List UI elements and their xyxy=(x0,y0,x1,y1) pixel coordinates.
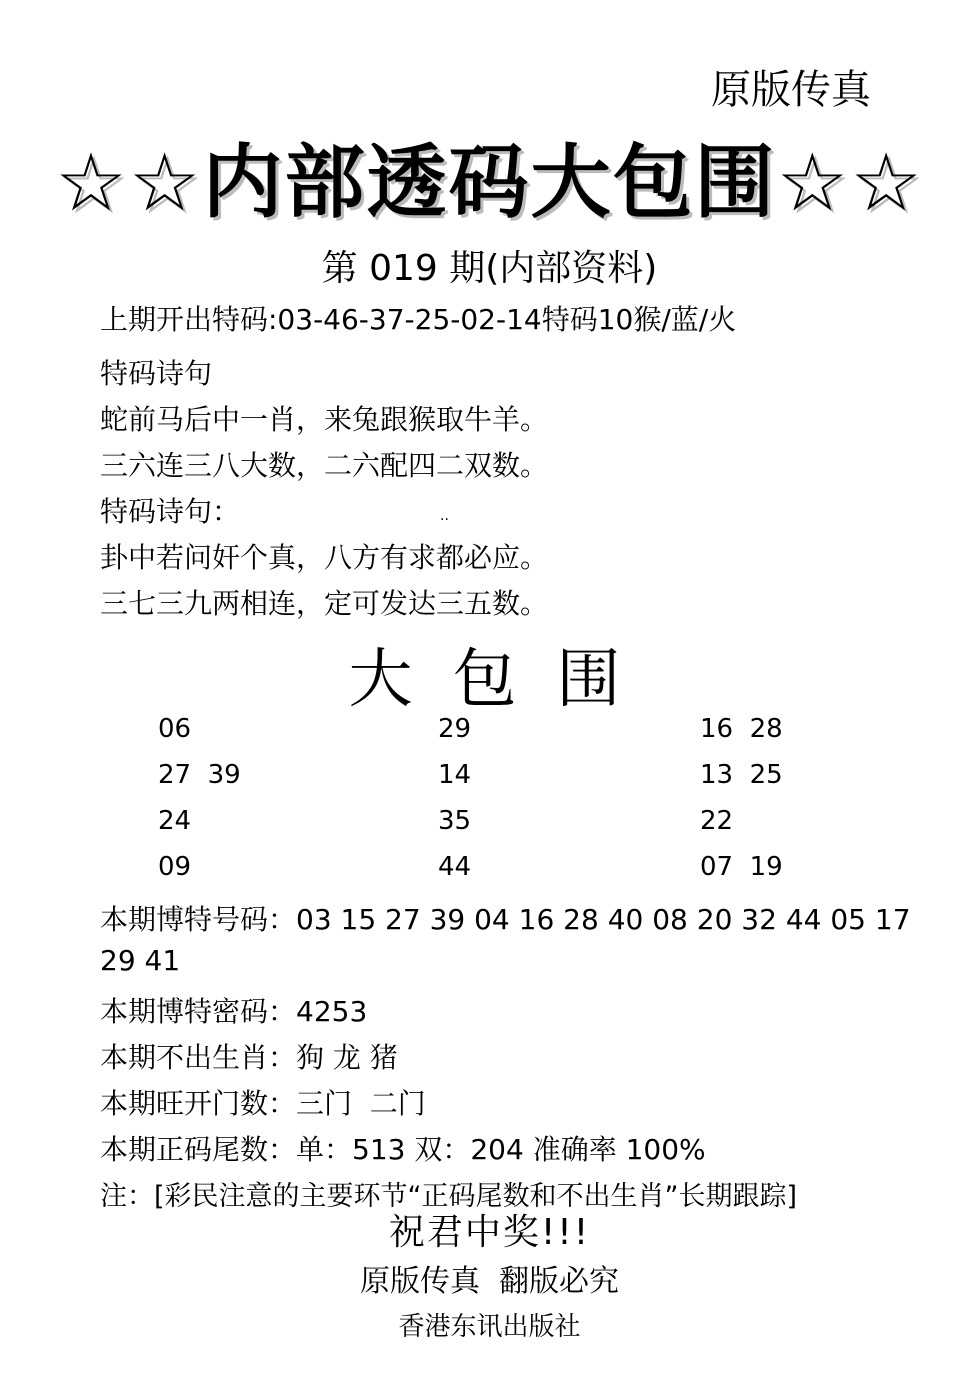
grid-cell: 16 28 xyxy=(700,714,783,744)
excluded-zodiacs: 本期不出生肖：狗 龙 猪 xyxy=(100,1041,398,1074)
last-draw-result: 上期开出特码:03-46-37-25-02-14特码10猴/蓝/火 xyxy=(100,303,737,336)
grid-cell: 07 19 xyxy=(700,852,783,882)
door-numbers: 本期旺开门数：三门 二门 xyxy=(100,1087,426,1120)
grid-cell: 35 xyxy=(438,806,472,836)
good-luck-message: 祝君中奖!!! xyxy=(388,1212,591,1253)
tail-numbers: 本期正码尾数：单：513 双：204 准确率 100% xyxy=(100,1133,706,1166)
grid-cell: 22 xyxy=(700,806,734,836)
grid-cell: 24 xyxy=(158,806,192,836)
speck-marks: ·· xyxy=(440,512,449,528)
poem-title-2: 特码诗句： xyxy=(100,495,241,528)
issue-number: 第 019 期(内部资料) xyxy=(321,248,658,289)
main-title: ☆☆内部透码大包围☆☆ xyxy=(55,136,924,229)
grid-cell: 13 25 xyxy=(700,760,783,790)
grid-cell: 09 xyxy=(158,852,192,882)
footer-publisher: 香港东讯出版社 xyxy=(398,1312,581,1342)
note-line: 注：[彩民注意的主要环节“正码尾数和不出生肖”长期跟踪] xyxy=(100,1181,798,1212)
grid-cell: 06 xyxy=(158,714,192,744)
poem-2-line-1: 卦中若问奸个真，八方有求都必应。 xyxy=(100,541,549,574)
section-title-big-surround: 大包围 xyxy=(348,643,661,717)
grid-cell: 14 xyxy=(438,760,472,790)
poem-2-line-2: 三七三九两相连，定可发达三五数。 xyxy=(100,587,549,620)
poem-title-1: 特码诗句 xyxy=(100,357,213,390)
top-right-label: 原版传真 xyxy=(711,67,871,113)
poem-1-line-1: 蛇前马后中一肖，来兔跟猴取牛羊。 xyxy=(100,403,549,436)
footer-copyright: 原版传真 翻版必究 xyxy=(359,1264,620,1299)
grid-cell: 27 39 xyxy=(158,760,241,790)
grid-cell: 29 xyxy=(438,714,472,744)
grid-cell: 44 xyxy=(438,852,472,882)
secret-code: 本期博特密码：4253 xyxy=(100,995,368,1028)
poem-1-line-2: 三六连三八大数，二六配四二双数。 xyxy=(100,449,549,482)
special-numbers-line-2: 29 41 xyxy=(100,944,181,977)
special-numbers-line-1: 本期博特号码：03 15 27 39 04 16 28 40 08 20 32 44 05 17 xyxy=(100,903,911,936)
